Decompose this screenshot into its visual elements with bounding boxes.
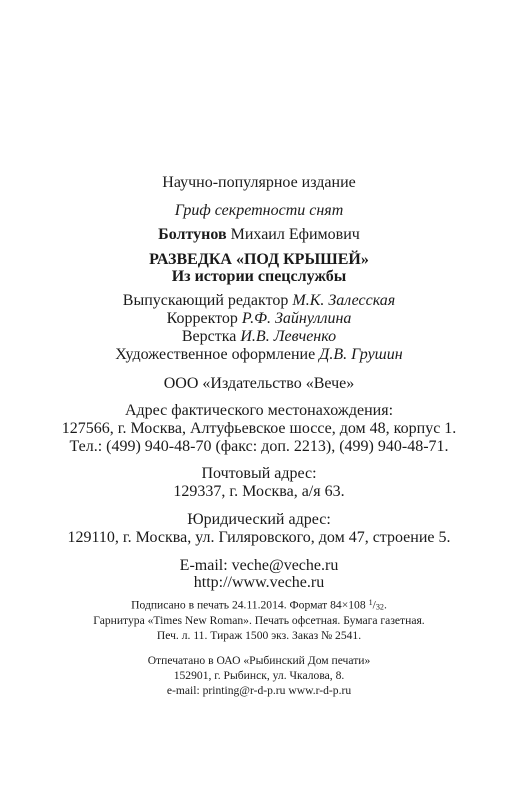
staff-role: Выпускающий редактор [122, 292, 289, 309]
website-url: http://www.veche.ru [193, 574, 325, 591]
signing-text: Подписано в печать 24.11.2014. Формат 84×108 [131, 598, 369, 612]
signing-and-format [0, 599, 518, 612]
format-numerator: 1 [368, 598, 373, 607]
printed-at: Отпечатано в ОАО «Рыбинский Дом печати» [147, 654, 371, 667]
phone-numbers: Тел.: (499) 940-48-70 (факс: доп. 2213), (499) 940-48-71. [69, 438, 449, 455]
format-suffix: . [383, 598, 387, 612]
legal-address-label: Юридический адрес: [187, 511, 331, 528]
printer-address: 152901, г. Рыбинск, ул. Чкалова, 8. [173, 669, 345, 682]
staff-name: Д.В. Грушин [319, 346, 403, 363]
staff-role: Верстка [181, 328, 237, 345]
format-denominator: 32 [375, 602, 384, 612]
author-surname: Болтунов [158, 226, 227, 243]
publisher-name: ООО «Издательство «Вече» [163, 375, 355, 392]
book-subtitle: Из истории спецслужбы [171, 268, 347, 285]
print-run-info: Печ. л. 11. Тираж 1500 экз. Заказ № 2541. [156, 629, 362, 642]
legal-address: 129110, г. Москва, ул. Гиляровского, дом 47, строение 5. [67, 529, 451, 546]
actual-address-label: Адрес фактического местонахождения: [124, 402, 394, 419]
actual-address: 127566, г. Москва, Алтуфьевское шоссе, дом 48, корпус 1. [61, 420, 457, 437]
author-line [0, 227, 518, 243]
email-address: E-mail: veche@veche.ru [179, 557, 339, 574]
book-title: РАЗВЕДКА «ПОД КРЫШЕЙ» [149, 251, 369, 268]
staff-role: Корректор [166, 310, 238, 327]
staff-editor [0, 293, 518, 309]
staff-design [0, 347, 518, 363]
staff-role: Художественное оформление [115, 346, 316, 363]
staff-name: Р.Ф. Зайнуллина [241, 310, 352, 327]
edition-type: Научно-популярное издание [162, 174, 356, 191]
format-slash: / [372, 598, 376, 612]
staff-name: М.К. Залесская [292, 292, 396, 309]
postal-address-label: Почтовый адрес: [201, 465, 317, 482]
author-name: Михаил Ефимович [230, 226, 360, 243]
printer-contacts: e-mail: printing@r-d-p.ru www.r-d-p.ru [166, 684, 352, 697]
typeface-info: Гарнитура «Times New Roman». Печать офсетная. Бумага газетная. [93, 614, 425, 627]
staff-corrector [0, 311, 518, 327]
series-name: Гриф секретности снят [174, 202, 344, 219]
staff-layout [0, 329, 518, 345]
postal-address: 129337, г. Москва, а/я 63. [173, 483, 345, 500]
staff-name: И.В. Левченко [240, 328, 337, 345]
